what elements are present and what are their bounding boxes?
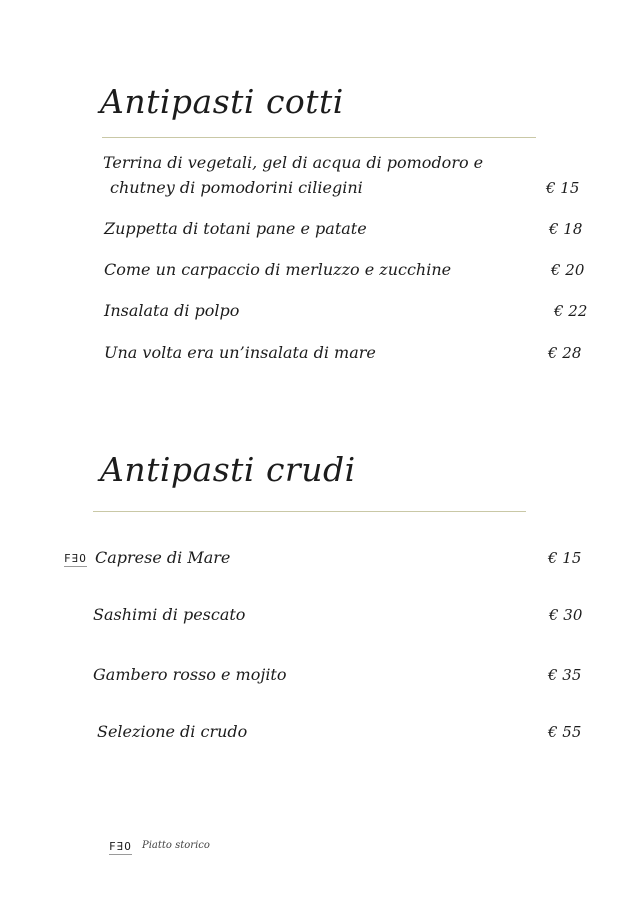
dish-price-sashimi: € 30 (549, 606, 583, 624)
dish-name-zuppetta: Zuppetta di totani pane e patate (104, 219, 367, 238)
dish-name-insalata-polpo: Insalata di polpo (104, 301, 240, 320)
dish-price-caprese: € 15 (548, 549, 582, 567)
section-title-antipasti-cotti: Antipasti cotti (100, 82, 344, 121)
dish-name-terrina-line1: Terrina di vegetali, gel di acqua di pomodoro e (103, 153, 484, 172)
dish-price-gambero: € 35 (548, 666, 582, 684)
dish-name-caprese: Caprese di Mare (95, 548, 231, 567)
dish-name-gambero: Gambero rosso e mojito (93, 665, 287, 684)
dish-price-insalata-mare: € 28 (548, 344, 582, 362)
footer-feo-logo-icon: F∃O (109, 840, 132, 853)
dish-name-insalata-mare: Una volta era un’insalata di mare (104, 343, 376, 362)
feo-logo-icon: F∃O (64, 552, 87, 565)
dish-name-sashimi: Sashimi di pescato (93, 605, 246, 624)
footer-note: Piatto storico (142, 840, 210, 851)
dish-name-carpaccio: Come un carpaccio di merluzzo e zucchine (104, 260, 452, 279)
section-divider (93, 511, 526, 512)
section-divider (102, 137, 536, 138)
dish-name-terrina-line2: chutney di pomodorini ciliegini (110, 178, 363, 197)
dish-price-zuppetta: € 18 (549, 220, 583, 238)
dish-price-carpaccio: € 20 (551, 261, 585, 279)
dish-price-insalata-polpo: € 22 (554, 302, 588, 320)
dish-price-terrina: € 15 (546, 179, 580, 197)
dish-name-selezione: Selezione di crudo (97, 722, 248, 741)
dish-price-selezione: € 55 (548, 723, 582, 741)
section-title-antipasti-crudi: Antipasti crudi (100, 450, 356, 489)
